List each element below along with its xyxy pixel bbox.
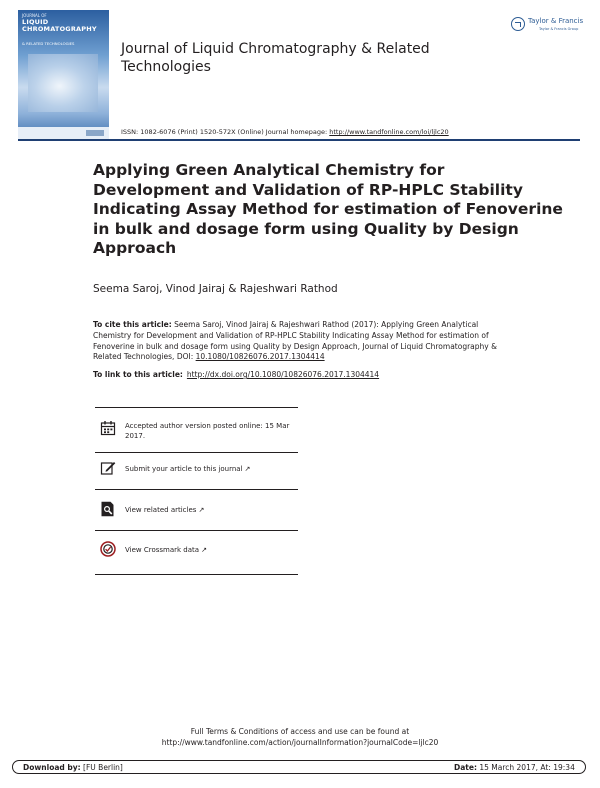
external-link-icon: ↗ — [244, 465, 251, 473]
download-by — [23, 763, 123, 772]
journal-title: Journal of Liquid Chromatography & Related Technologies — [121, 41, 430, 75]
related-articles-label: View related articles — [125, 506, 197, 514]
download-date-value: 15 March 2017, At: 19:34 — [476, 763, 575, 772]
submit-article-link[interactable] — [125, 465, 300, 475]
crossmark-row[interactable] — [95, 541, 298, 561]
citation-text: Seema Saroj, Vinod Jairaj & Rajeshwari Rathod (2017): Applying Green Analytical Chemistry for Development and Validation of RP-HPLC Stability Indicating Assay Method for estimation of Fenoverine in bulk and dosage form using Quality by Design Approach, Journal of Liquid Chromatography & Related Technologies, DOI: — [93, 320, 497, 362]
info-divider — [95, 489, 298, 490]
cover-sub-text: & RELATED TECHNOLOGIES — [22, 41, 75, 46]
crossmark-link[interactable] — [125, 546, 300, 556]
related-articles-link[interactable] — [125, 506, 300, 516]
issn-text: ISSN: 1082-6076 (Print) 1520-572X (Online) Journal homepage: — [121, 128, 330, 136]
download-by-value: [FU Berlin] — [80, 763, 123, 772]
related-articles-row[interactable] — [95, 501, 298, 521]
citation-label: To cite this article: — [93, 320, 172, 329]
journal-homepage-link[interactable]: http://www.tandfonline.com/loi/ljlc20 — [329, 128, 449, 136]
info-divider — [95, 574, 298, 575]
info-divider — [95, 530, 298, 531]
submit-article-row[interactable] — [95, 459, 298, 483]
download-date — [454, 763, 575, 772]
external-link-icon: ↗ — [198, 506, 205, 514]
edit-icon — [100, 460, 116, 476]
link-to-label: To link to this article: — [93, 370, 183, 379]
citation-block — [93, 320, 508, 363]
download-by-label: Download by: — [23, 763, 81, 772]
crossmark-label: View Crossmark data — [125, 546, 200, 554]
document-search-icon — [100, 501, 116, 517]
download-date-label: Date: — [454, 763, 477, 772]
article-info-panel — [95, 407, 298, 575]
terms-footer — [0, 726, 600, 748]
article-authors: Seema Saroj, Vinod Jairaj & Rajeshwari Rathod — [93, 283, 338, 295]
info-divider — [95, 452, 298, 453]
cover-main-text: LIQUID CHROMATOGRAPHY — [22, 18, 97, 33]
issn-line — [121, 128, 449, 136]
cover-top-text: JOURNAL OF — [22, 13, 47, 18]
publisher-logo[interactable] — [511, 15, 583, 37]
article-doi-link[interactable]: http://dx.doi.org/10.1080/10826076.2017.1304414 — [186, 370, 380, 379]
publisher-name: Taylor & Francis — [528, 17, 584, 25]
cover-picture — [28, 54, 98, 112]
terms-url-link[interactable]: http://www.tandfonline.com/action/journalInformation?journalCode=ljlc20 — [161, 738, 439, 747]
info-divider — [95, 407, 298, 408]
citation-doi-link[interactable]: 10.1080/10826076.2017.1304414 — [195, 352, 325, 362]
crossmark-icon — [100, 541, 116, 557]
submit-article-label: Submit your article to this journal — [125, 465, 243, 473]
accepted-text: Accepted author version posted online: 15 Mar 2017. — [125, 422, 290, 440]
accepted-row — [95, 419, 298, 449]
calendar-icon — [100, 420, 116, 436]
article-title: Applying Green Analytical Chemistry for Development and Validation of RP-HPLC Stability Indicating Assay Method for estimation of Fenoverine in bulk and dosage form using Quality by Design Approach — [93, 161, 563, 257]
download-bar — [12, 760, 586, 774]
terms-line: Full Terms & Conditions of access and use can be found at — [190, 727, 410, 736]
publisher-sub: Taylor & Francis Group — [539, 27, 579, 31]
external-link-icon: ↗ — [201, 546, 207, 554]
publisher-logo-icon — [511, 17, 525, 31]
journal-cover-image — [18, 10, 109, 139]
cover-publisher-logo — [86, 130, 104, 136]
link-to-article — [93, 370, 379, 379]
header-divider — [18, 139, 580, 141]
